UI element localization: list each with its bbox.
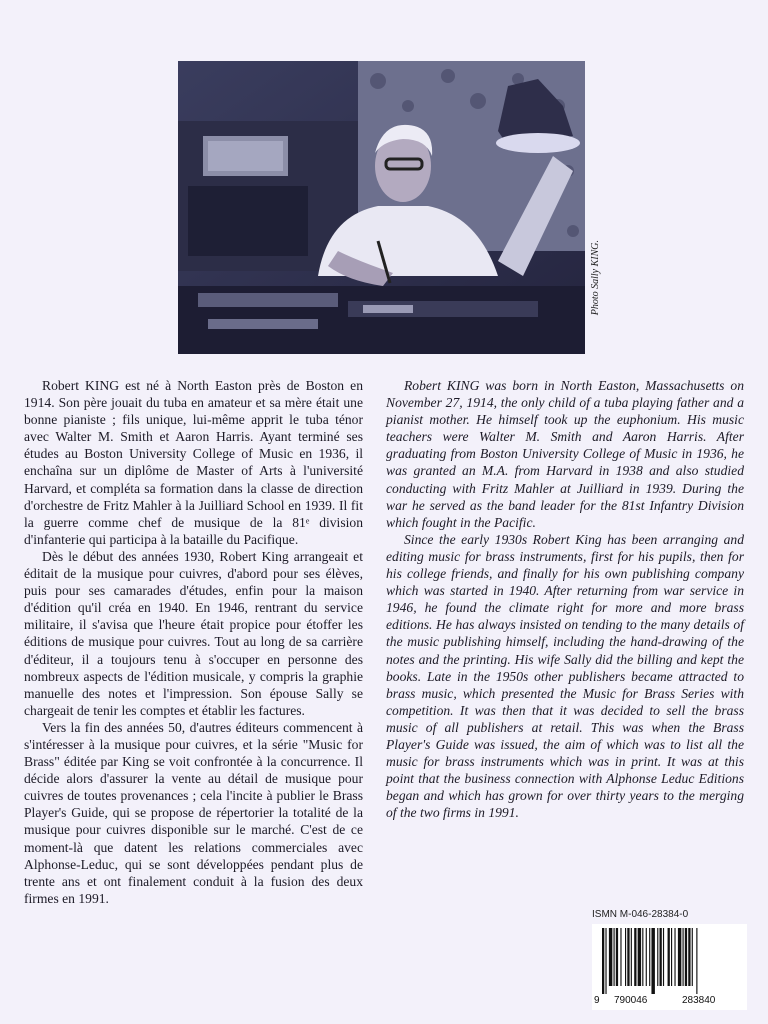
barcode-bar xyxy=(696,928,697,994)
barcode-bar xyxy=(692,928,693,986)
french-paragraph: Dès le début des années 1930, Robert King arrangeait et éditait de la musique pour cuivres, d'abord pour ses élèves, puis pour ses camarades d'études, enfin pour la maison d'édition qu'il créa en 1940. En 1946, rentrant du service militaire, il s'avisa que l'heure était propice pour étoffer les éditions de musique pour cuivres. Tout au long de sa carrière d'éditeur, il a toujours tenu à s'occuper en personne des nombreux aspects de l'édition musicale, y compris la graphie manuelle des notes et l'impression. Son épouse Sally se chargeait de tenir les comptes et établir les factures. xyxy=(24,548,363,718)
barcode-bar xyxy=(671,928,672,986)
ismn-number: ISMN M-046-28384-0 xyxy=(592,909,689,920)
photo-credit-text: Photo Sally KING. xyxy=(590,240,601,316)
barcode-bar xyxy=(660,928,662,986)
barcode-bar xyxy=(649,928,650,986)
portrait-photo xyxy=(178,61,585,354)
barcode-bar xyxy=(688,928,690,986)
english-paragraph: Robert KING was born in North Easton, Massachusetts on November 27, 1914, the only child of a tuba playing father and a pianist mother. He himself took up the euphonium. His music teachers were Walter M. Smith and Aaron Harris. After graduating from Boston University College of Music in 1936, he was granted an M.A. from Harvard in 1938 and also studied conducting with Fritz Mahler at Juilliard in 1939. During the war he served as the band leader for the 81st Infantry Division which fought in the Pacific. xyxy=(386,378,744,530)
barcode-bar xyxy=(651,928,654,994)
barcode-bar xyxy=(683,928,684,986)
french-paragraph: Robert KING est né à North Easton près de Boston en 1914. Son père jouait du tuba en amateur et sa mère était une bonne pianiste ; fils unique, lui-même apprit le tuba ténor avec Walter M. Smith et Aaron Harris. Ayant terminé ses études au Boston University College of Music en 1936, il enchaîna sur un diplôme de Master of Arts à l'université Harvard, et compléta sa formation dans la classe de direction d'orchestre de Fritz Mahler à la Juilliard School en 1939. Il fit la guerre comme chef de musique de la 81ᵉ division d'infanterie qui participa à la bataille du Pacifique. xyxy=(24,378,363,547)
barcode-bar xyxy=(620,928,621,986)
barcode-digits-left: 790046 xyxy=(614,995,648,1006)
barcode-bar xyxy=(627,928,629,986)
english-paragraph: Since the early 1930s Robert King has been arranging and editing music for brass instruments, first for his pupils, then for his college friends, and finally for his own publishing company which was started in 1940. After returning from war service in 1946, he found the climate right for more and more brass editions. He has always insisted on tending to the many details of the music publishing himself, including the hand-drawing of the notes and the printing. His wife Sally did the billing and kept the books. Late in the 1950s other publishers became attracted to brass music, which presented the Music for Brass Series with competition. It was then that it was decided to sell the brass music of all publishers at retail. This was when the Brass Player's Guide was issued, the aim of which was to list all the music for brass instruments which was in print. It was at this point that the business connection with Alphonse Leduc Editions began and which has grown for over thirty years to the merging of the two firms in 1991. xyxy=(386,531,744,821)
barcode-bar xyxy=(605,928,606,994)
english-text-column xyxy=(386,377,744,821)
barcode-bar xyxy=(616,928,618,986)
barcode-bar xyxy=(646,928,647,986)
barcode-digits-right: 283840 xyxy=(682,995,716,1006)
barcode-bar xyxy=(663,928,664,986)
barcode-bar xyxy=(602,928,604,994)
barcode-bar xyxy=(631,928,632,986)
french-text-column xyxy=(24,377,363,907)
barcode-bar xyxy=(678,928,681,986)
barcode-bar xyxy=(634,928,636,986)
barcode-bar xyxy=(674,928,675,986)
barcode-bar xyxy=(668,928,670,986)
barcode-digit-first: 9 xyxy=(594,995,600,1006)
barcode-bar xyxy=(638,928,641,986)
barcode-bar xyxy=(685,928,687,986)
barcode-bar xyxy=(614,928,615,986)
barcode-bar xyxy=(609,928,612,986)
barcode-bar xyxy=(642,928,643,986)
french-paragraph: Vers la fin des années 50, d'autres éditeurs commencent à s'intéresser à la musique pour cuivres, et la série "Music for Brass" éditée par King se voit confrontée à la concurrence. Il décide alors d'assurer la vente au détail de musique pour cuivres de toutes provenances ; cela l'incite à publier le Brass Player's Guide, qui se propose de répertorier la totalité de la musique pour cuivres disponible sur le marché. C'est de ce moment-là que datent les relations commerciales avec Alphonse-Leduc, qui se sont développées pendant plus de trente ans et ont finalement conduit à la fusion des deux firmes en 1991. xyxy=(24,719,363,906)
barcode-bar xyxy=(657,928,658,986)
barcode-bar xyxy=(625,928,626,986)
